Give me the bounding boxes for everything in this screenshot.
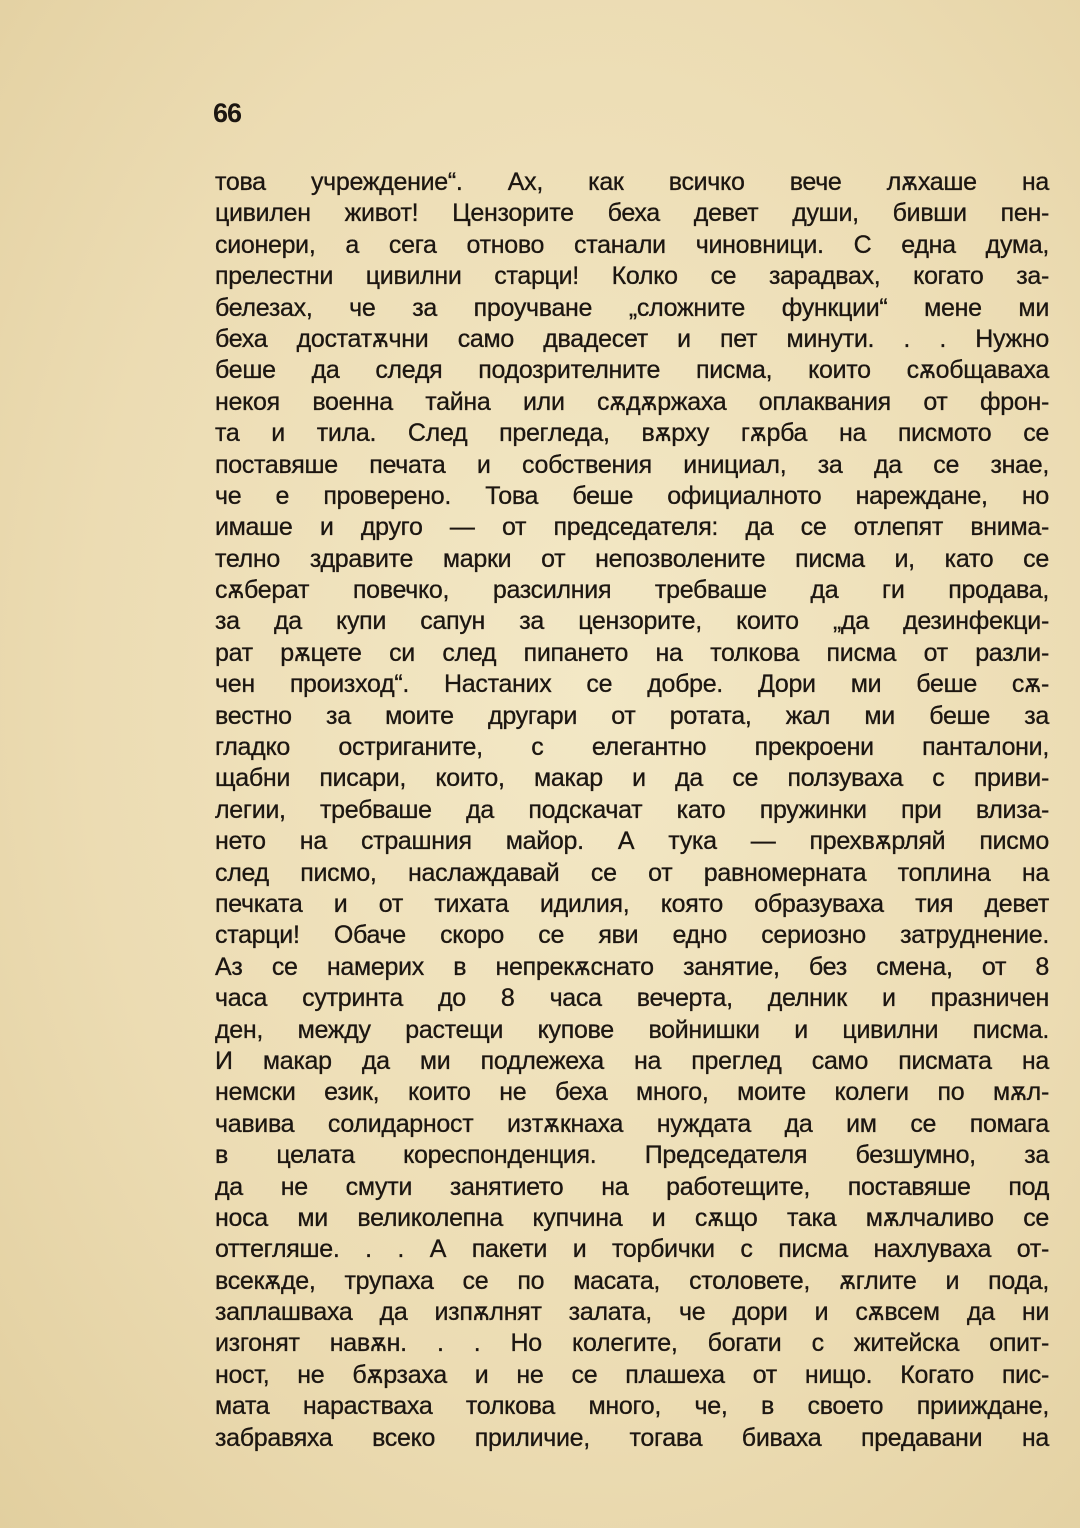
text-line	[215, 418, 1049, 449]
text-line-content: сѫберат повечко, разсилния требваше да ги продава,	[215, 576, 1049, 605]
text-line	[215, 1328, 1049, 1359]
text-line-content: нето на страшния майор. А тука — прехвѫрляй писмо	[215, 827, 1049, 856]
text-line-content: белезах, че за проучване „сложните функции“ мене ми	[215, 293, 1049, 322]
text-line-content: че е проверено. Това беше официалното нареждане, но	[215, 481, 1049, 510]
text-line-content: за да купи сапун за цензорите, които „да дезинфекци-	[215, 607, 1049, 636]
body-text	[215, 167, 1049, 1454]
text-line-content: всекѫде, трупаха се по масата, столовете, ѫглите и пода,	[215, 1266, 1049, 1295]
text-line	[215, 1360, 1049, 1391]
text-line	[215, 1046, 1049, 1077]
text-line	[215, 1297, 1049, 1328]
text-line-content: заплашваха да изпѫлнят залата, че дори и сѫвсем да ни	[215, 1298, 1049, 1327]
text-line	[215, 1015, 1049, 1046]
text-line-content: печката и от тихата идилия, която образуваха тия девет	[215, 889, 1049, 918]
text-line	[215, 167, 1049, 198]
text-line-content: прелестни цивилни старци! Колко се зарадвах, когато за-	[215, 262, 1049, 291]
text-line	[215, 669, 1049, 700]
text-line-content: И макар да ми подлежеха на преглед само писмата на	[215, 1046, 1049, 1075]
text-line-content: чавива солидарност изтѫкнаха нуждата да им се помага	[215, 1109, 1049, 1138]
text-line	[215, 293, 1049, 324]
text-line	[215, 575, 1049, 606]
text-line-content: гладко остриганите, с елегантно прекроени панталони,	[215, 733, 1049, 762]
text-line-content: ден, между растещи купове войнишки и цивилни писма.	[215, 1015, 1049, 1044]
text-line	[215, 889, 1049, 920]
text-line	[215, 544, 1049, 575]
text-line-content: рат рѫцете си след пипането на толкова писма от разли-	[215, 638, 1049, 667]
text-line-content: след писмо, наслаждавай се от равномерната топлина на	[215, 858, 1049, 887]
text-line-content: оттегляше. . . А пакети и торбички с писма нахлуваха от-	[215, 1235, 1049, 1264]
text-line	[215, 1077, 1049, 1108]
text-line	[215, 481, 1049, 512]
text-line-content: немски език, които не беха много, моите колеги по мѫл-	[215, 1078, 1049, 1107]
text-line-content: това учреждение“. Ах, как всичко вече лѫхаше на	[215, 168, 1049, 196]
text-line	[215, 1172, 1049, 1203]
text-line-content: часа сутринта до 8 часа вечерта, делник и празничен	[215, 984, 1049, 1013]
text-line	[215, 230, 1049, 261]
text-line	[215, 795, 1049, 826]
text-line-content: мата нарастваха толкова много, че, в своето прииждане,	[215, 1392, 1049, 1421]
text-line-content: старци! Обаче скоро се яви едно сериозно затруднение.	[215, 921, 1049, 950]
text-line-content: та и тила. След прегледа, вѫрху гѫрба на писмото се	[215, 419, 1049, 448]
text-line	[215, 606, 1049, 637]
text-line-content: в целата кореспонденция. Председателя безшумно, за	[215, 1141, 1049, 1170]
text-line-content: да не смути занятието на работещите, поставяше под	[215, 1172, 1049, 1201]
text-line	[215, 387, 1049, 418]
text-line-content: телно здравите марки от непозволените писма и, като се	[215, 544, 1049, 573]
text-line-content: чен произход“. Настаних се добре. Дори ми беше сѫ-	[215, 670, 1049, 699]
text-line	[215, 355, 1049, 386]
text-line	[215, 1266, 1049, 1297]
text-line-content: цивилен живот! Цензорите беха девет души, бивши пен-	[215, 199, 1049, 228]
text-line	[215, 701, 1049, 732]
text-line	[215, 1140, 1049, 1171]
page-number: 66	[213, 98, 242, 128]
text-line-content: беха достатѫчни само двадесет и пет минути. . . Нужно	[215, 324, 1049, 353]
text-line	[215, 826, 1049, 857]
text-line	[215, 261, 1049, 292]
text-line-content: носа ми великолепна купчина и сѫщо така мѫлчаливо се	[215, 1203, 1049, 1232]
text-line-content: легии, требваше да подскачат като пружинки при влиза-	[215, 795, 1049, 824]
text-line	[215, 1203, 1049, 1234]
text-line	[215, 763, 1049, 794]
text-line-content: сионери, а сега отново станали чиновници. С една дума,	[215, 230, 1049, 259]
text-line	[215, 920, 1049, 951]
text-line-content: поставяше печата и собствения инициал, за да се знае,	[215, 450, 1049, 479]
text-line-content: Аз се намерих в непрекѫснато занятие, без смена, от 8	[215, 952, 1049, 981]
text-line-content: имаше и друго — от председателя: да се отлепят внима-	[215, 513, 1049, 542]
text-line	[215, 732, 1049, 763]
text-line	[215, 1423, 1049, 1454]
text-line-content: беше да следя подозрителните писма, които сѫобщаваха	[215, 356, 1049, 385]
text-line-content: щабни писари, които, макар и да се ползуваха с приви-	[215, 764, 1049, 793]
text-line	[215, 983, 1049, 1014]
text-line	[215, 1234, 1049, 1265]
text-line	[215, 858, 1049, 889]
text-line	[215, 638, 1049, 669]
text-line-content: забравяха всеко приличие, тогава биваха предавани на	[215, 1423, 1049, 1452]
text-line-content: ност, не бѫрзаха и не се плашеха от нищо. Когато пис-	[215, 1360, 1049, 1389]
text-line	[215, 1391, 1049, 1422]
text-line	[215, 512, 1049, 543]
text-line	[215, 1109, 1049, 1140]
text-line-content: некоя военна тайна или сѫдѫржаха оплаквания от фрон-	[215, 387, 1049, 416]
text-line-content: вестно за моите другари от ротата, жал ми беше за	[215, 701, 1049, 730]
text-line	[215, 198, 1049, 229]
text-line	[215, 450, 1049, 481]
text-line-content: изгонят навѫн. . . Но колегите, богати с житейска опит-	[215, 1329, 1049, 1358]
text-line	[215, 952, 1049, 983]
text-line	[215, 324, 1049, 355]
